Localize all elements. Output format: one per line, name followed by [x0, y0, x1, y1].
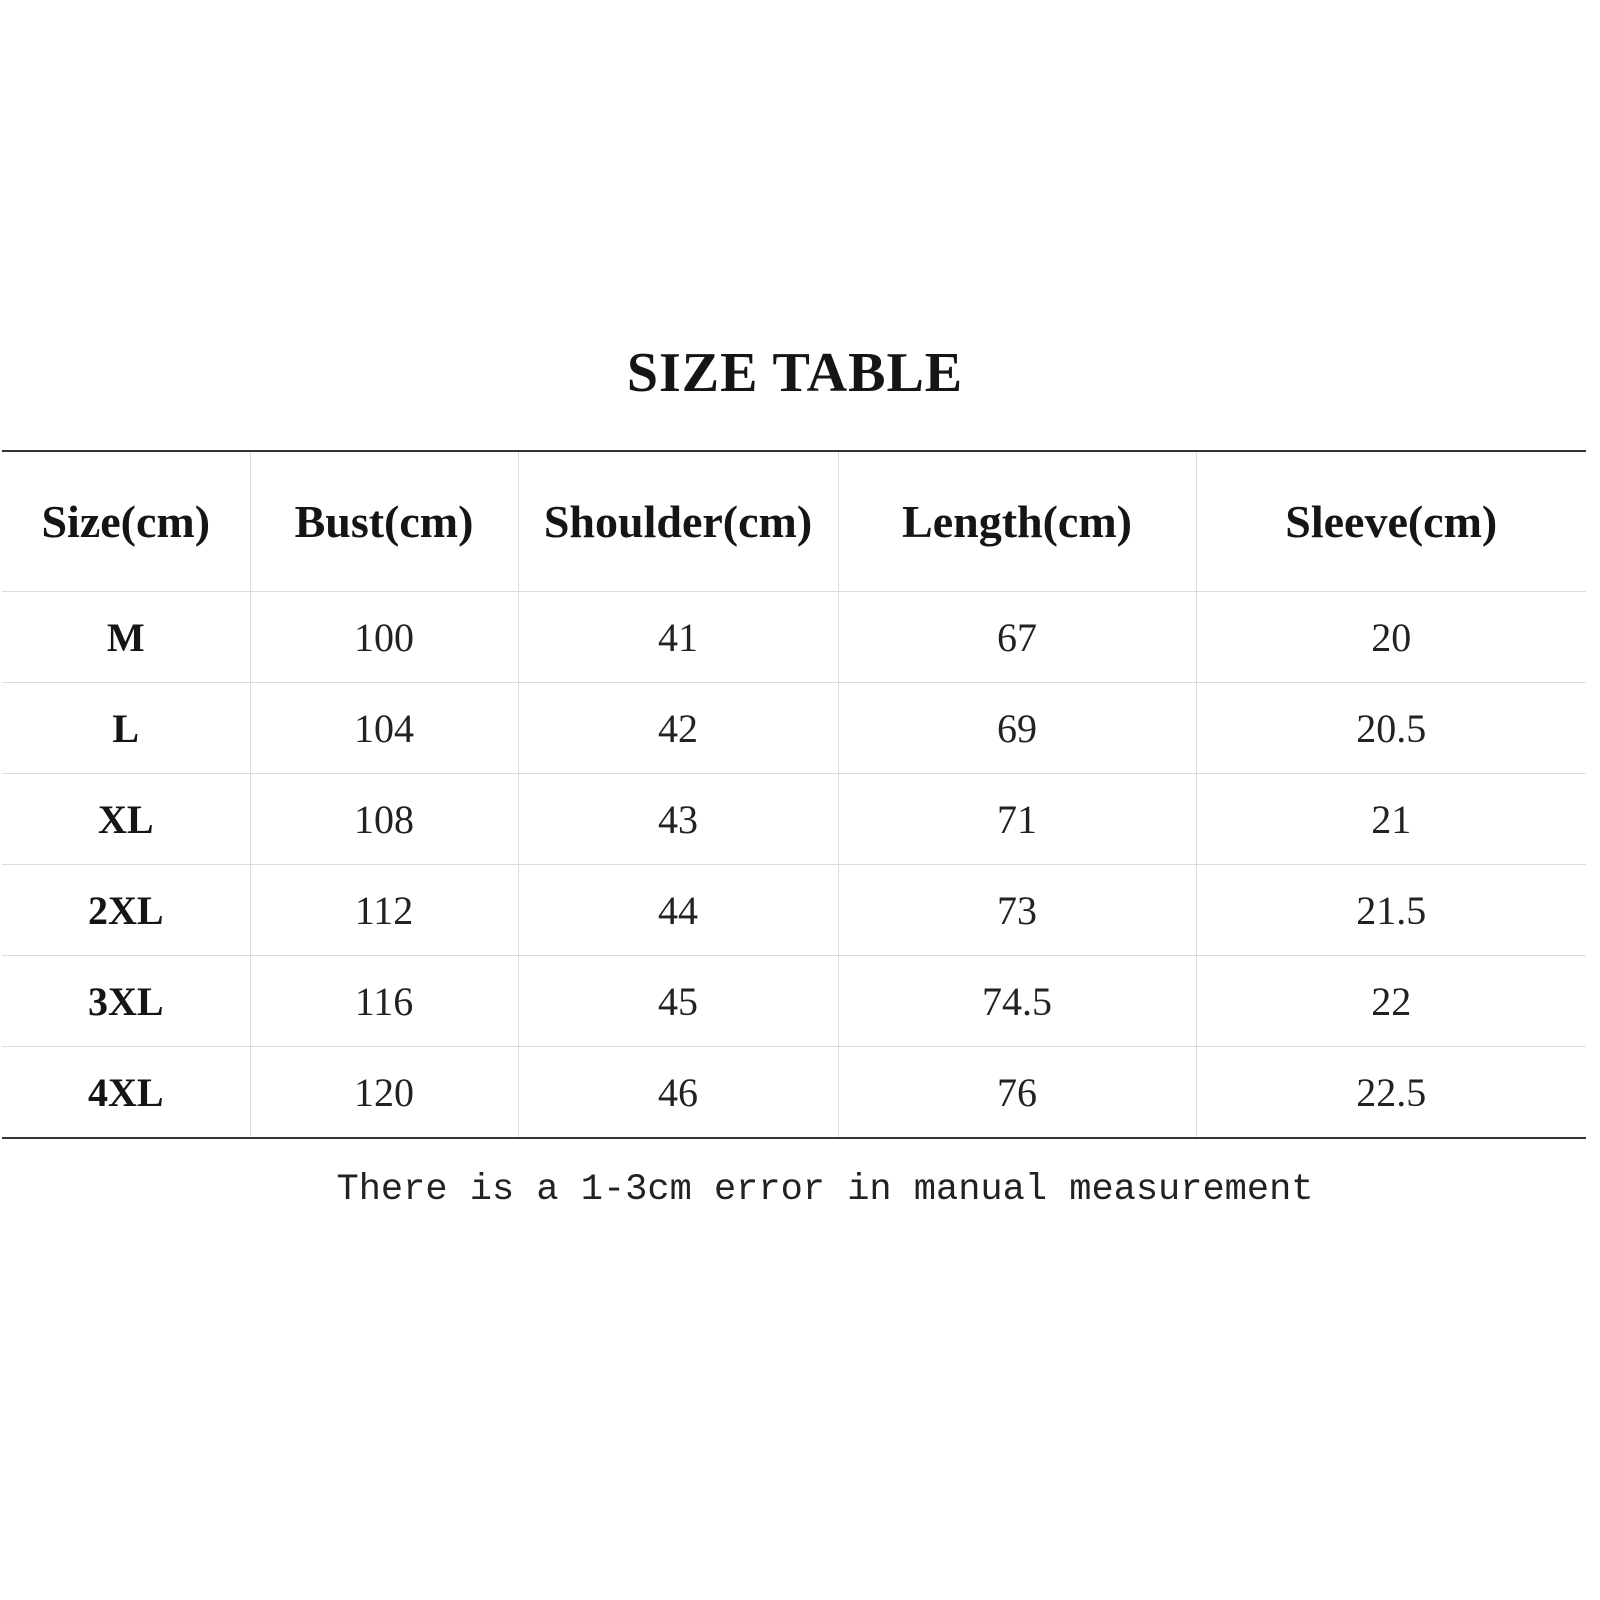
table-row — [2, 956, 1586, 1047]
size-cell: 3XL — [2, 956, 250, 1047]
length-cell: 67 — [838, 592, 1196, 683]
length-cell: 74.5 — [838, 956, 1196, 1047]
sleeve-cell: 20.5 — [1196, 683, 1586, 774]
size-cell: XL — [2, 774, 250, 865]
shoulder-cell: 46 — [518, 1047, 838, 1139]
table-row — [2, 865, 1586, 956]
size-cell: M — [2, 592, 250, 683]
size-cell: 4XL — [2, 1047, 250, 1139]
sleeve-cell: 21.5 — [1196, 865, 1586, 956]
size-table — [2, 450, 1586, 1139]
shoulder-cell: 43 — [518, 774, 838, 865]
column-header-size: Size(cm) — [2, 451, 250, 592]
sleeve-cell: 21 — [1196, 774, 1586, 865]
shoulder-cell: 44 — [518, 865, 838, 956]
length-cell: 73 — [838, 865, 1196, 956]
shoulder-cell: 45 — [518, 956, 838, 1047]
bust-cell: 120 — [250, 1047, 518, 1139]
table-row — [2, 592, 1586, 683]
table-row — [2, 774, 1586, 865]
shoulder-cell: 42 — [518, 683, 838, 774]
bust-cell: 108 — [250, 774, 518, 865]
sleeve-cell: 22.5 — [1196, 1047, 1586, 1139]
bust-cell: 100 — [250, 592, 518, 683]
bust-cell: 104 — [250, 683, 518, 774]
table-header-row — [2, 451, 1586, 592]
bust-cell: 112 — [250, 865, 518, 956]
column-header-shoulder: Shoulder(cm) — [518, 451, 838, 592]
sleeve-cell: 22 — [1196, 956, 1586, 1047]
sleeve-cell: 20 — [1196, 592, 1586, 683]
size-cell: 2XL — [2, 865, 250, 956]
length-cell: 69 — [838, 683, 1196, 774]
table-row — [2, 1047, 1586, 1139]
table-row — [2, 683, 1586, 774]
column-header-sleeve: Sleeve(cm) — [1196, 451, 1586, 592]
length-cell: 76 — [838, 1047, 1196, 1139]
size-cell: L — [2, 683, 250, 774]
length-cell: 71 — [838, 774, 1196, 865]
shoulder-cell: 41 — [518, 592, 838, 683]
measurement-note: There is a 1-3cm error in manual measurement — [336, 1169, 1314, 1211]
column-header-length: Length(cm) — [838, 451, 1196, 592]
page-title: SIZE TABLE — [626, 342, 964, 404]
bust-cell: 116 — [250, 956, 518, 1047]
column-header-bust: Bust(cm) — [250, 451, 518, 592]
